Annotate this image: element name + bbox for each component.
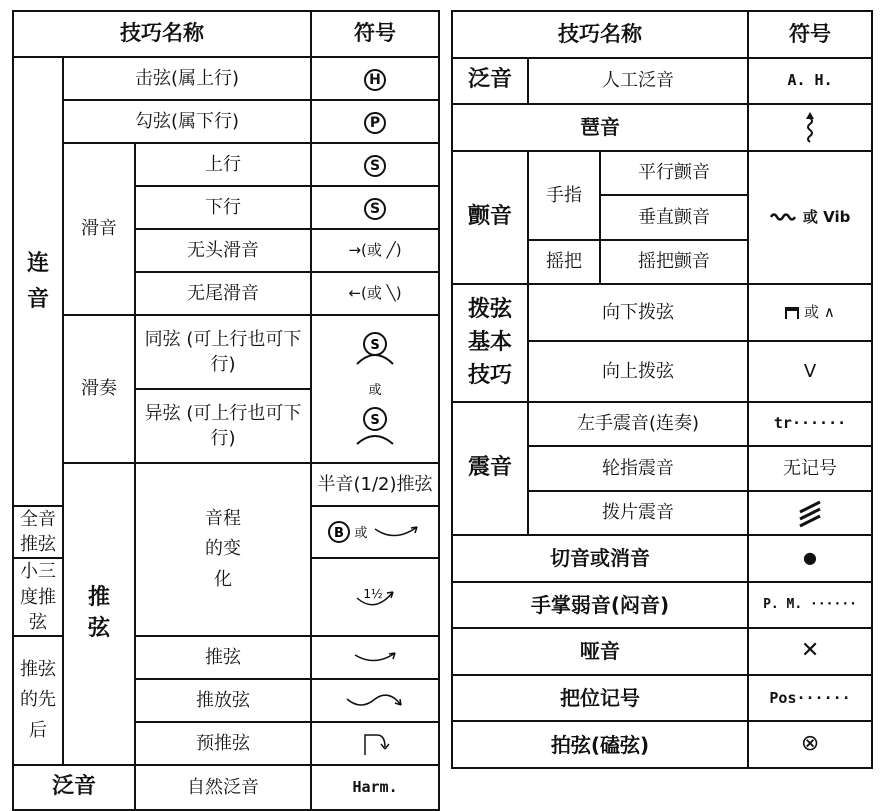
minor-third-bend-icon xyxy=(345,582,405,612)
minor-third-bend-label: 1½ xyxy=(363,587,383,602)
slap-symbol: ⊗ xyxy=(748,721,872,768)
group-picking xyxy=(452,284,528,401)
header-technique-name-right: 技巧名称 xyxy=(452,11,748,58)
whammy-vibrato-name: 摇把颤音 xyxy=(600,240,748,285)
staccato-symbol: ● xyxy=(748,535,872,582)
slide-up-symbol xyxy=(311,143,439,186)
group-whammy: 摇把 xyxy=(528,240,600,285)
slide-no-tail-name: 无尾滑音 xyxy=(135,272,311,315)
group-natural-harmonic: 泛音 xyxy=(13,765,135,810)
position-mark-name: 把位记号 xyxy=(452,675,748,722)
group-vibrato: 颤音 xyxy=(452,151,528,285)
header-technique-name: 技巧名称 xyxy=(13,11,311,57)
minor-third-bend-symbol xyxy=(311,558,439,636)
bend-release-symbol xyxy=(311,679,439,722)
vertical-vibrato-name: 垂直颤音 xyxy=(600,195,748,240)
circled-s-icon: S xyxy=(364,198,386,220)
wheel-tremolo-symbol: 无记号 xyxy=(748,446,872,491)
pick-down-symbol xyxy=(748,284,872,341)
pick-down-symbol-text: 或 ∧ xyxy=(804,303,835,322)
group-bend xyxy=(63,463,135,765)
pick-tremolo-name: 拨片震音 xyxy=(528,491,748,536)
palm-mute-name: 手掌弱音(闷音) xyxy=(452,582,748,629)
wheel-tremolo-name: 轮指震音 xyxy=(528,446,748,491)
right-technique-table xyxy=(451,10,873,769)
group-order xyxy=(13,636,63,765)
slide-down-symbol xyxy=(311,186,439,229)
slap-name: 拍弦(磕弦) xyxy=(452,721,748,768)
bend-name: 推弦 xyxy=(135,636,311,679)
pick-up-symbol: V xyxy=(748,341,872,402)
staccato-name: 切音或消音 xyxy=(452,535,748,582)
group-order-label: 推弦的先后 xyxy=(20,658,56,741)
slide-up-name: 上行 xyxy=(135,143,311,186)
palm-mute-symbol: P. M. ······ xyxy=(748,582,872,629)
slide-diff-string-name: 异弦 (可上行也可下行) xyxy=(135,389,311,463)
bend-arc-icon xyxy=(350,645,400,669)
slide-play-letter-bottom: S xyxy=(370,413,380,428)
hammer-on-symbol xyxy=(311,57,439,100)
full-bend-name: 全音推弦 xyxy=(13,506,63,558)
header-symbol-right: 符号 xyxy=(748,11,872,58)
dead-note-symbol: ✕ xyxy=(748,628,872,675)
parallel-vibrato-name: 平行颤音 xyxy=(600,151,748,196)
full-bend-symbol xyxy=(311,506,439,558)
natural-harmonic-name: 自然泛音 xyxy=(135,765,311,810)
slide-play-icon xyxy=(345,324,405,454)
bend-release-name: 推放弦 xyxy=(135,679,311,722)
full-bend-letter: B xyxy=(334,526,344,542)
slide-play-letter-top: S xyxy=(370,338,380,353)
vibrato-symbol-text: 或 Vib xyxy=(802,207,851,226)
vibrato-wave-icon xyxy=(770,211,798,223)
group-interval xyxy=(135,463,311,636)
pre-bend-icon xyxy=(355,729,395,757)
left-technique-table xyxy=(12,10,440,811)
tremolo-slashes-icon xyxy=(796,498,824,528)
hammer-on-name: 击弦(属上行) xyxy=(63,57,311,100)
slide-no-head-symbol: →(或 ╱) xyxy=(311,229,439,272)
natural-harmonic-symbol: Harm. xyxy=(311,765,439,810)
arpeggio-symbol xyxy=(748,104,872,151)
group-artificial-harmonic: 泛音 xyxy=(452,58,528,105)
bend-release-icon xyxy=(343,687,407,713)
group-interval-label: 音程的变化 xyxy=(205,507,242,590)
arpeggio-icon xyxy=(800,110,820,144)
group-bend-label: 推弦 xyxy=(87,585,110,641)
slide-no-tail-symbol: ←(或 ╲) xyxy=(311,272,439,315)
position-mark-symbol: Pos······ xyxy=(748,675,872,722)
pull-off-symbol xyxy=(311,100,439,143)
slide-down-name: 下行 xyxy=(135,186,311,229)
slide-same-string-name: 同弦 (可上行也可下行) xyxy=(135,315,311,389)
dead-note-name: 哑音 xyxy=(452,628,748,675)
trill-symbol: tr······ xyxy=(748,402,872,447)
group-slide-play: 滑奏 xyxy=(63,315,135,463)
slide-play-symbol xyxy=(311,315,439,463)
group-slide: 滑音 xyxy=(63,143,135,315)
pull-off-name: 勾弦(属下行) xyxy=(63,100,311,143)
group-picking-label: 拨弦基本技巧 xyxy=(467,297,512,389)
bend-symbol xyxy=(311,636,439,679)
artificial-harmonic-name: 人工泛音 xyxy=(528,58,748,105)
header-symbol: 符号 xyxy=(311,11,439,57)
circled-s-icon: S xyxy=(364,155,386,177)
full-bend-or: 或 xyxy=(354,526,368,542)
group-legato-label: 连音 xyxy=(26,251,49,312)
pick-down-name: 向下拨弦 xyxy=(528,284,748,341)
pick-tremolo-symbol xyxy=(748,491,872,536)
downstroke-icon xyxy=(785,307,799,319)
half-bend-name: 半音(1/2)推弦 xyxy=(311,463,439,506)
circled-h-icon: H xyxy=(364,69,386,91)
group-finger: 手指 xyxy=(528,151,600,240)
circled-p-icon: P xyxy=(364,112,386,134)
pre-bend-symbol xyxy=(311,722,439,765)
arpeggio-name: 琶音 xyxy=(452,104,748,151)
pre-bend-name: 预推弦 xyxy=(135,722,311,765)
artificial-harmonic-symbol: A. H. xyxy=(748,58,872,105)
pick-up-name: 向上拨弦 xyxy=(528,341,748,402)
trill-name: 左手震音(连奏) xyxy=(528,402,748,447)
slide-play-or: 或 xyxy=(368,383,382,398)
minor-third-bend-name: 小三度推弦 xyxy=(13,558,63,636)
slide-no-head-name: 无头滑音 xyxy=(135,229,311,272)
group-tremolo: 震音 xyxy=(452,402,528,536)
group-legato xyxy=(13,57,63,506)
vibrato-symbol xyxy=(748,151,872,285)
full-bend-icon xyxy=(325,517,425,547)
